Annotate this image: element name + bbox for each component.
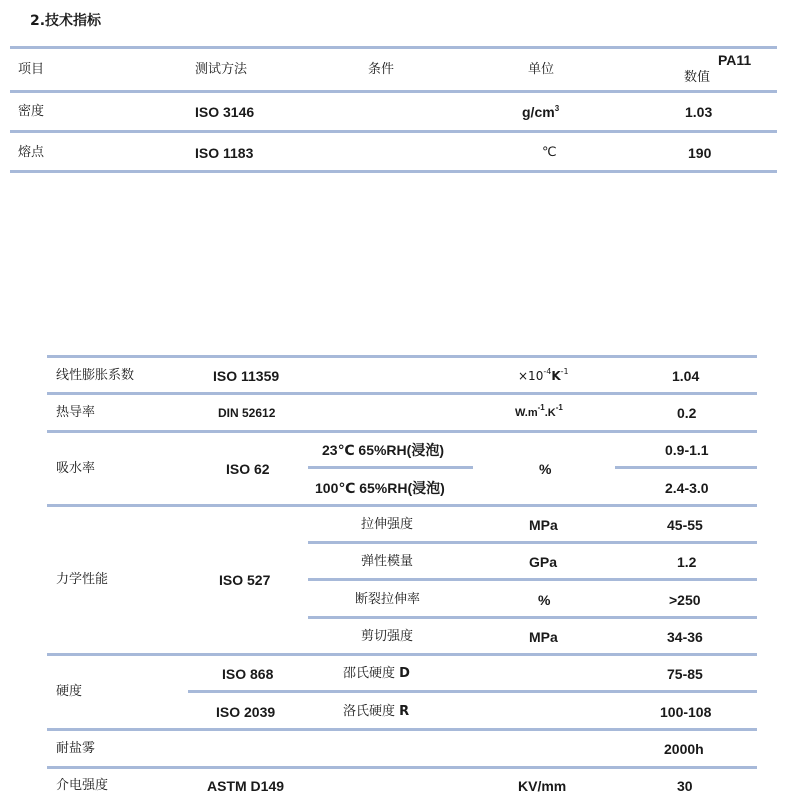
unit-cell: KV/mm bbox=[518, 778, 567, 794]
header-unit: 单位 bbox=[528, 62, 555, 77]
table-rule bbox=[10, 90, 777, 93]
table-rule bbox=[47, 653, 757, 656]
unit-cell: MPa bbox=[529, 517, 558, 533]
table-subrule bbox=[308, 616, 757, 619]
table-subrule bbox=[188, 690, 757, 693]
item-cell: 力学性能 bbox=[56, 572, 109, 587]
section-title: 2.技术指标 bbox=[30, 13, 102, 29]
table-subrule bbox=[308, 578, 757, 581]
item-cell: 密度 bbox=[18, 104, 45, 119]
value-cell: 100-108 bbox=[660, 704, 712, 720]
value-cell: 1.03 bbox=[685, 104, 713, 120]
condition-cell: 洛氏硬度 R bbox=[343, 704, 410, 719]
header-item: 项目 bbox=[18, 62, 45, 77]
table-rule bbox=[10, 130, 777, 133]
unit-cell: $\times 10^{-4}K^{-1}$ bbox=[518, 367, 569, 383]
item-cell: 硬度 bbox=[56, 684, 83, 699]
header-condition: 条件 bbox=[368, 62, 395, 77]
value-cell: 0.2 bbox=[677, 405, 697, 421]
header-method: 测试方法 bbox=[195, 62, 248, 77]
table-rule bbox=[47, 355, 757, 358]
value-cell: >250 bbox=[669, 592, 701, 608]
method-cell: ISO 11359 bbox=[213, 368, 280, 384]
unit-cell: ℃ bbox=[542, 145, 557, 160]
table-rule bbox=[47, 766, 757, 769]
method-cell: DIN 52612 bbox=[218, 406, 276, 420]
table-subrule bbox=[308, 466, 473, 469]
value-cell: 45-55 bbox=[667, 517, 703, 533]
method-cell: ISO 527 bbox=[219, 572, 271, 588]
condition-cell: 断裂拉伸率 bbox=[355, 592, 421, 607]
item-cell: 介电强度 bbox=[56, 778, 109, 793]
method-cell: ISO 2039 bbox=[216, 704, 276, 720]
value-cell: 0.9-1.1 bbox=[665, 442, 709, 458]
condition-cell: 剪切强度 bbox=[361, 629, 414, 644]
value-cell: 1.2 bbox=[677, 554, 697, 570]
table-rule bbox=[10, 46, 777, 49]
unit-cell: $W.m^{-1}.K^{-1}$ bbox=[515, 403, 563, 419]
table-subrule bbox=[308, 541, 757, 544]
table-rule bbox=[47, 504, 757, 507]
unit-cell: % bbox=[539, 461, 552, 477]
value-cell: 1.04 bbox=[672, 368, 700, 384]
unit-cell: % bbox=[538, 592, 551, 608]
item-cell: 热导率 bbox=[56, 405, 96, 420]
condition-cell: 弹性模量 bbox=[361, 554, 414, 569]
value-cell: 75-85 bbox=[667, 666, 703, 682]
unit-cell: $g/cm^3$ bbox=[522, 104, 560, 120]
table-subrule bbox=[615, 466, 757, 469]
value-cell: 2000h bbox=[664, 741, 704, 757]
condition-cell: 23℃ 65%RH(浸泡) bbox=[322, 442, 444, 458]
unit-cell: GPa bbox=[529, 554, 558, 570]
value-cell: 2.4-3.0 bbox=[665, 480, 709, 496]
condition-cell: 邵氏硬度 D bbox=[343, 666, 410, 681]
value-cell: 190 bbox=[688, 145, 712, 161]
item-cell: 熔点 bbox=[18, 145, 45, 160]
condition-cell: 拉伸强度 bbox=[361, 517, 414, 532]
method-cell: ISO 3146 bbox=[195, 104, 255, 120]
value-cell: 30 bbox=[677, 778, 693, 794]
method-cell: ISO 1183 bbox=[195, 145, 254, 161]
table-rule bbox=[10, 170, 777, 173]
value-cell: 34-36 bbox=[667, 629, 703, 645]
table-rule bbox=[47, 430, 757, 433]
header-material: PA11 bbox=[718, 52, 752, 68]
item-cell: 吸水率 bbox=[56, 461, 96, 476]
item-cell: 线性膨胀系数 bbox=[56, 368, 135, 383]
item-cell: 耐盐雾 bbox=[56, 741, 96, 756]
header-value: 数值 bbox=[684, 70, 711, 85]
table-rule bbox=[47, 728, 757, 731]
condition-cell: 100℃ 65%RH(浸泡) bbox=[315, 480, 445, 496]
table-rule bbox=[47, 392, 757, 395]
unit-cell: MPa bbox=[529, 629, 558, 645]
method-cell: ISO 62 bbox=[226, 461, 270, 477]
method-cell: ASTM D149 bbox=[207, 778, 285, 794]
method-cell: ISO 868 bbox=[222, 666, 274, 682]
